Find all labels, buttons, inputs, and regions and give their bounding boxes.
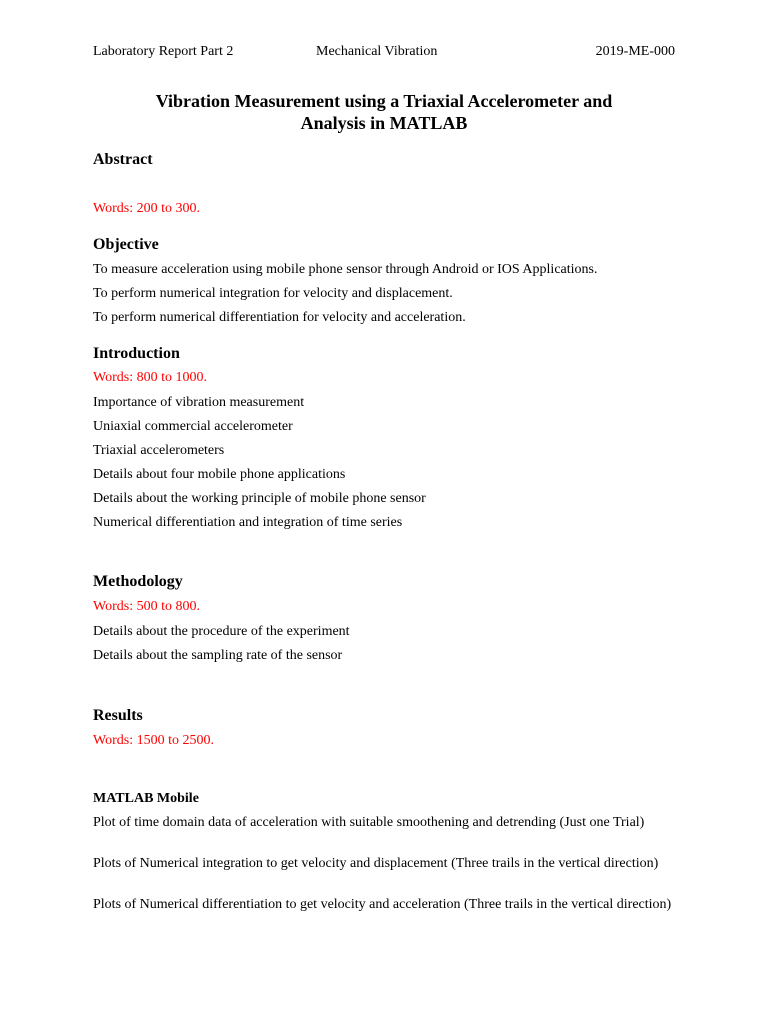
methodology-heading: Methodology: [93, 573, 183, 590]
introduction-item: Triaxial accelerometers: [93, 443, 225, 458]
results-item: Plots of Numerical integration to get velocity and displacement (Three trails in the vertical direction): [93, 856, 659, 871]
introduction-word-count: Words: 800 to 1000.: [93, 370, 207, 385]
document-title: [93, 90, 675, 134]
results-item: Plots of Numerical differentiation to get velocity and acceleration (Three trails in the vertical direction): [93, 897, 672, 912]
header-subject: Mechanical Vibration: [316, 44, 438, 59]
matlab-mobile-subheading: MATLAB Mobile: [93, 791, 199, 806]
header-course-part: Laboratory Report Part 2: [93, 44, 234, 59]
methodology-item: Details about the sampling rate of the sensor: [93, 648, 343, 663]
title-line-1: Vibration Measurement using a Triaxial Accelerometer and: [155, 91, 613, 111]
introduction-item: Numerical differentiation and integration of time series: [93, 515, 403, 530]
introduction-item: Importance of vibration measurement: [93, 395, 305, 410]
title-line-2: Analysis in MATLAB: [300, 113, 468, 133]
methodology-word-count: Words: 500 to 800.: [93, 599, 200, 614]
methodology-item: Details about the procedure of the experiment: [93, 624, 350, 639]
document-page: [93, 0, 675, 1024]
abstract-word-count: Words: 200 to 300.: [93, 201, 200, 216]
header-id: 2019-ME-000: [595, 44, 675, 59]
introduction-item: Uniaxial commercial accelerometer: [93, 419, 293, 434]
results-item: Plot of time domain data of acceleration with suitable smoothening and detrending (Just one Trial): [93, 815, 645, 830]
objective-item: To perform numerical integration for velocity and displacement.: [93, 286, 453, 301]
objective-heading: Objective: [93, 236, 159, 253]
abstract-heading: Abstract: [93, 151, 153, 168]
introduction-heading: Introduction: [93, 345, 180, 362]
introduction-item: Details about the working principle of mobile phone sensor: [93, 491, 426, 506]
introduction-item: Details about four mobile phone applications: [93, 467, 346, 482]
results-heading: Results: [93, 707, 143, 724]
results-word-count: Words: 1500 to 2500.: [93, 733, 214, 748]
objective-item: To measure acceleration using mobile phone sensor through Android or IOS Applications.: [93, 262, 598, 277]
objective-item: To perform numerical differentiation for velocity and acceleration.: [93, 310, 466, 325]
